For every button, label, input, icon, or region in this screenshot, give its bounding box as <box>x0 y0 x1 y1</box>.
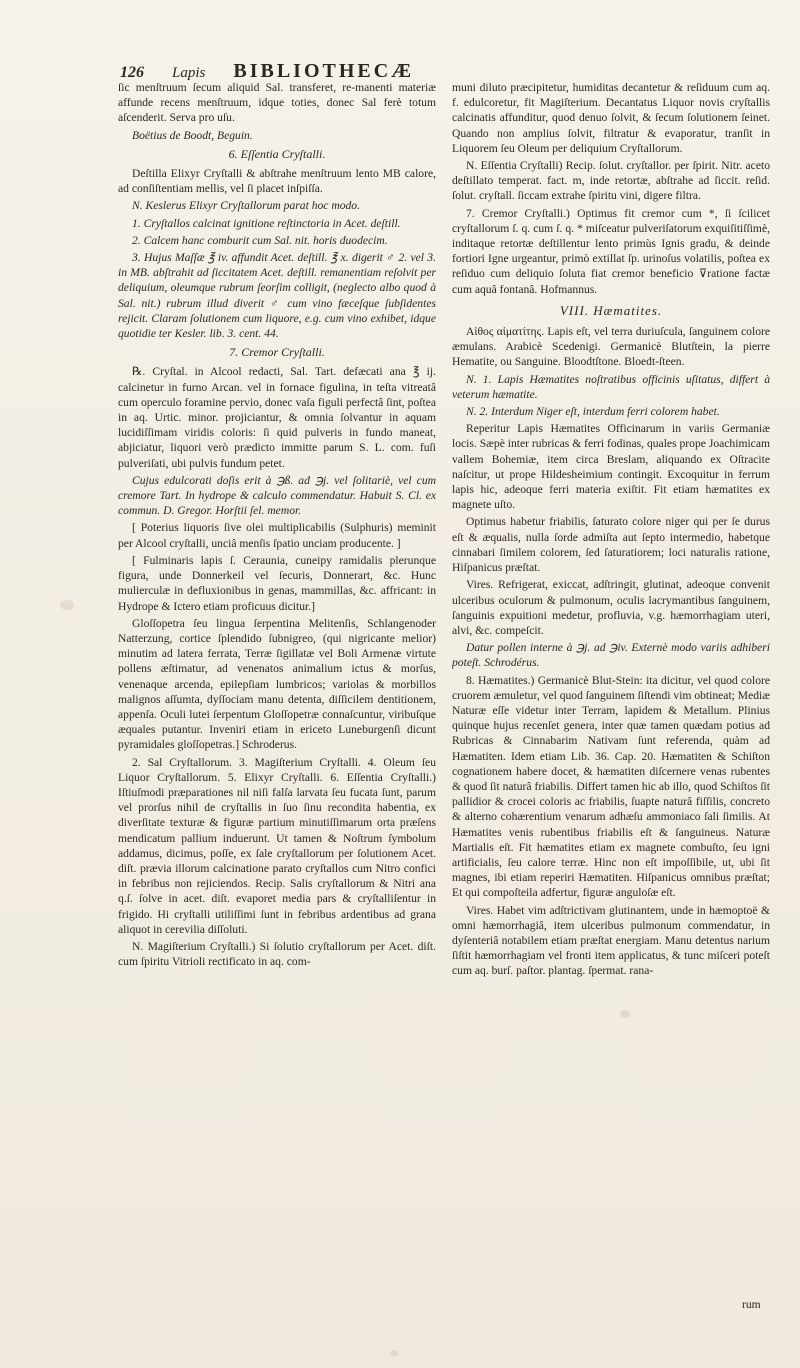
paragraph: 2. Sal Cryſtallorum. 3. Magiſterium Cryſtalli. 4. Oleum ſeu Liquor Cryſtallorum. 5. Elixyr Cryſtalli. 6. Eſſentia Cryſtalli.) Iſtiuſmodi præparationes nil niſi falſa larvata ſeu fucata ſunt, parum vel prorſus nihil de cryſtallis in ſuo ſinu recondita habentia, ex diverſitate texturæ & figuræ partium minutiſſimarum orta præſens mendicatum pallium induerunt. Ut tamen & Noſtrum ſymbolum addamus, dicimus, poſſe, ex ſale cryſtallorum per ſolutionem Acet. diſt. prævia illorum calcinatione parato cryſtallos cum Nitro confici in febribus non rejiciendos. Recip. Salis cryſtallorum & Nitri ana q.ſ. ſolve in acet. diſt. evaporet media pars & cryſtalliſentur in frigido. Hi cryſtalli utiliſſimi ſunt in febribus ardentibus ad grana aliquot in cerevilia diſſoluti. <box>118 755 436 936</box>
paragraph: [ Fulminaris lapis ſ. Ceraunia, cuneipy ramidalis plerunque figura, unde Donnerkeil vel ſecuris, Donnerart, &c. Hunc mulierculæ in defluxionibus in genas, mammillas, &c. affricant: in Hydrope & Ictero etiam proficuus dicitur.] <box>118 553 436 613</box>
paragraph: 3. Hujus Maſſæ ℥ iv. affundit Acet. deſtill. ℥ x. digerit ♂ 2. vel 3. in MB. abſtrahit ad ſiccitatem Acet. deſtill. remanentiam reſolvit per deliquium, oleumque rubrum ſeorſim colligit, (neglecto albo quod à Sal. nit.) rubrum illud diverit ♂ cum vino fæceſque ſubſidentes rejicit. Claram ſolutionem cum liquore, e.g. cum vino exhibet, idque quotidie ter Kesler. lib. 3. cent. 44. <box>118 251 436 341</box>
paragraph: ſic menſtruum ſecum aliquid Sal. transferet, re-manenti materiæ affunde recens menſtruum, idque toties, donec Sal ferè totum aſcenderit. Serva pro uſu. <box>118 81 436 125</box>
paragraph: N. Keslerus Elixyr Cryſtallorum parat hoc modo. <box>132 199 361 213</box>
right-column <box>452 80 770 1335</box>
paragraph: 7. Cremor Cryſtalli.) Optimus fit cremor cum *, ſi ſcilicet cryſtallorum ſ. q. cum ſ. q. * miſceatur pulveriſatorum exquiſitiſſimè, inditaque retortæ deſtillentur lento primùs Ignis gradu, & deinde fortiori Igne urgeantur, primò extillat ſp. urinoſus volatilis, poſtea ex reſiduo cum deliquio ſoluta fiat cremor beneficio ⊽ratione factæ cum aquâ fontanâ. Hofmannus. <box>452 206 770 296</box>
section-heading: 6. Eſſentia Cryſtalli. <box>228 146 326 161</box>
paragraph: Vires. Habet vim adſtrictivam glutinantem, unde in hæmoptoë & omni hæmorrhagiâ, item ulceribus pulmonum commendatur, in dyſenteriâ notabilem etiam præſtat energiam. Manu detentus narium ſiſtit hæmorrhagiam vel fronti item applicatus, & tunc miſceri poteſt cum aq. burſ. paſtor. plantag. ſpermat. rana- <box>452 903 770 978</box>
paragraph: N. 2. Interdum Niger eſt, interdum ferri colorem habet. <box>466 405 720 419</box>
left-column <box>118 80 436 1335</box>
paragraph: Cujus edulcorati doſis erit à ℈ß. ad ℈j. vel ſolitariè, vel cum cremore Tart. In hydrope & calculo commendatur. Habuit S. Cl. ex commun. D. Gregor. Horſtii ſel. memor. <box>118 473 436 518</box>
page-number: 126 <box>120 64 144 81</box>
chapter-heading: VIII. Hæmatites. <box>559 302 663 318</box>
paragraph: 1. Cryſtallos calcinat ignitione reſtinctoria in Acet. deſtill. <box>132 216 401 230</box>
paragraph: Deſtilla Elixyr Cryſtalli & abſtrahe menſtruum lento MB calore, ad conſiſtentiam mellis, vel ſi placet inſpiſſa. <box>118 167 436 196</box>
paragraph: N. Eſſentia Cryſtalli) Recip. ſolut. cryſtallor. per ſpirit. Nitr. aceto deſtillato temperat. fact. m, inde retortæ, abſtrahe ad ſiccit. reſid. ſolut. cryſtall. ſiccam extrahe ſpiritu vini, digere filtra. <box>452 159 770 203</box>
paragraph: Datur pollen interne à ℈j. ad ℈iv. Externè modo variis adhiberi poteſt. Schrodérus. <box>452 641 770 670</box>
paragraph: ℞. Cryſtal. in Alcool redacti, Sal. Tart. defæcati ana ℥ ij. calcinetur in furno Arcan. vel in fornace figulina, in teſta vitreatâ cum operculo foramine pervio, donec vaſa figuli perfectâ ſint, poſtea in aq. Urtic. minor. projiciantur, & omnia ſolvantur in aquam lucidiſſimam viridis coloris: ſi quid pulveris in fundo maneat, abjiciatur, liquori verò prædicto immitte parum S. L. com. fuſi pulveriſati, ubi pulvis fundum petet. <box>118 365 436 470</box>
paragraph: [ Poterius liquoris ſive olei multiplicabilis (Sulphuris) meminit per Alcool cryſtalli, unciâ menſis ſpatio unciam producente. ] <box>118 521 436 550</box>
author-citation: Boëtius de Boodt, Beguin. <box>132 128 253 142</box>
running-head: Lapis <box>172 65 206 81</box>
paragraph: Optimus habetur friabilis, ſaturato colore niger qui per ſe durus eſt & æqualis, nulla ſorde admiſta aut ſepto intermedio, habetque cinnabari ſimilem colorem, ſed ſaturatiorem; loci naturalis ratione, Hiſpanicus præſtat. <box>452 515 770 575</box>
section-heading: 7. Cremor Cryſtalli. <box>229 345 325 360</box>
paragraph: N. 1. Lapis Hæmatites noſtratibus officinis uſitatus, differt à veterum hæmatite. <box>452 372 770 401</box>
paragraph: Vires. Refrigerat, exiccat, adſtringit, glutinat, adeoque convenit ulceribus oculorum & pulmonum, oculis lacrymantibus ſanguinem, ſanguinis expuitioni medetur, profluvia, v.g. hæmorrhagiam uteri, alvi, &c. compeſcit. <box>452 578 770 637</box>
paragraph: N. Magiſterium Cryſtalli.) Si ſolutio cryſtallorum per Acet. diſt. cum ſpiritu Vitrioli rectificato in aq. com- <box>118 939 436 969</box>
catchword: rum <box>742 1298 761 1311</box>
paragraph: Gloſſopetra ſeu lingua ſerpentina Melitenſis, Schlangenoder Natterzung, cortice ſplendido ſubnigreo, (qui nigricante melior) minutim ad latera ferrata, Terræ ſigillatæ vel Boli Armenæ virtute pollens æſtimatur, ad venenatos animalium ictus & morſus, venenaque arcenda, epilepſiam lumbricos; variolas & morbillos malignos aſſumta, dyſſociam manu detenta, diſſicilem dentitionem, appenſa. Oculi lutei ſerpentum Gloſſopetræ connaſcuntur, viribuſque æquales putantur. Inveniri etiam in ericeto Luneburgenſi dicunt pyramidales gloſſopetras.] Schroderus. <box>118 616 436 752</box>
paragraph: 2. Calcem hanc comburit cum Sal. nit. horis duodecim. <box>132 233 388 247</box>
paragraph: Αἱθος αἱματίτης. Lapis eſt, vel terra duriuſcula, ſanguinem colore æmulans. Arabicè Scedenigi. Germanicè Blutſtein, la pierre Hematite, ou Sanguine. Bloodtſtone. Bloedt-ſteen. <box>452 325 770 369</box>
paragraph: muni diluto præcipitetur, humiditas decantetur & reſiduum cum aq. f. edulcoretur, fit Magiſterium. Decantatus Liquor novis cryſtallis calcinatis affunditur, quod denuo ſolvit, & ſecum ſolutionem ſeinet. Quando non amplius ſolvit, filtratur & evaporatur, tranſit in Liquorem ſeu Oleum per deliquium Cryſtallorum. <box>452 81 770 155</box>
paragraph: 8. Hæmatites.) Germanicè Blut-Stein: ita dicitur, vel quod colore cruorem æmuletur, vel quod ſanguinem ſiſtendi vim obtineat; Mediæ Naturæ eſſe videtur inter Terram, lapidem & Metallum. Plinius quinque hujus recenſet genera, inter quæ tamen quædam potius ad Rubricas & Cinnabarim Nativam ſunt referenda, quàm ad Hæmatiten. Idem etiam Lib. 36. Cap. 20. Hæmatiten & Schiſton cognationem habere docet, & hæmatiten diſcernere venas rubentes & quod ſit naturâ friabilis. Differt tamen hic ab illo, quod Schiſtos ſit pallidior & crocei coloris ac friabilis, ſuapte naturâ fiſſilis, concreto & alterno cohærentium venarum adhæſu ammoniaco ſali ſimilis. At Hæmatites venis rubentibus friabilis eſt & ſanguineus. Naturæ Martialis eſt. Fit hæmatites etiam ex magnete combuſto, ſeu igni artificialis, ſeu calore terræ. Hinc non eſt impoſſibile, ut, ubi ſit magnes, ibi etiam reperiri Hæmatiten. Hiſpanicus omnibus præſtat; Et qui compoſteila adfertur, figuræ anguloſæ eſt. <box>452 673 770 900</box>
paragraph: Reperitur Lapis Hæmatites Officinarum in variis Germaniæ locis. Sæpè inter rubricas & ferri fodinas, quales prope Joachimicam vallem Bohemiæ, item circa Breslam, aliquando ex Oſtracite naſcitur, ut prope Hildesheimium contingit. Excoquitur in ferrum lapis hic, adeoque ferri materia exiſtit. Fit etiam hæmatites ex magnete uſto. <box>452 422 770 512</box>
page-title: BIBLIOTHECÆ <box>233 60 415 82</box>
